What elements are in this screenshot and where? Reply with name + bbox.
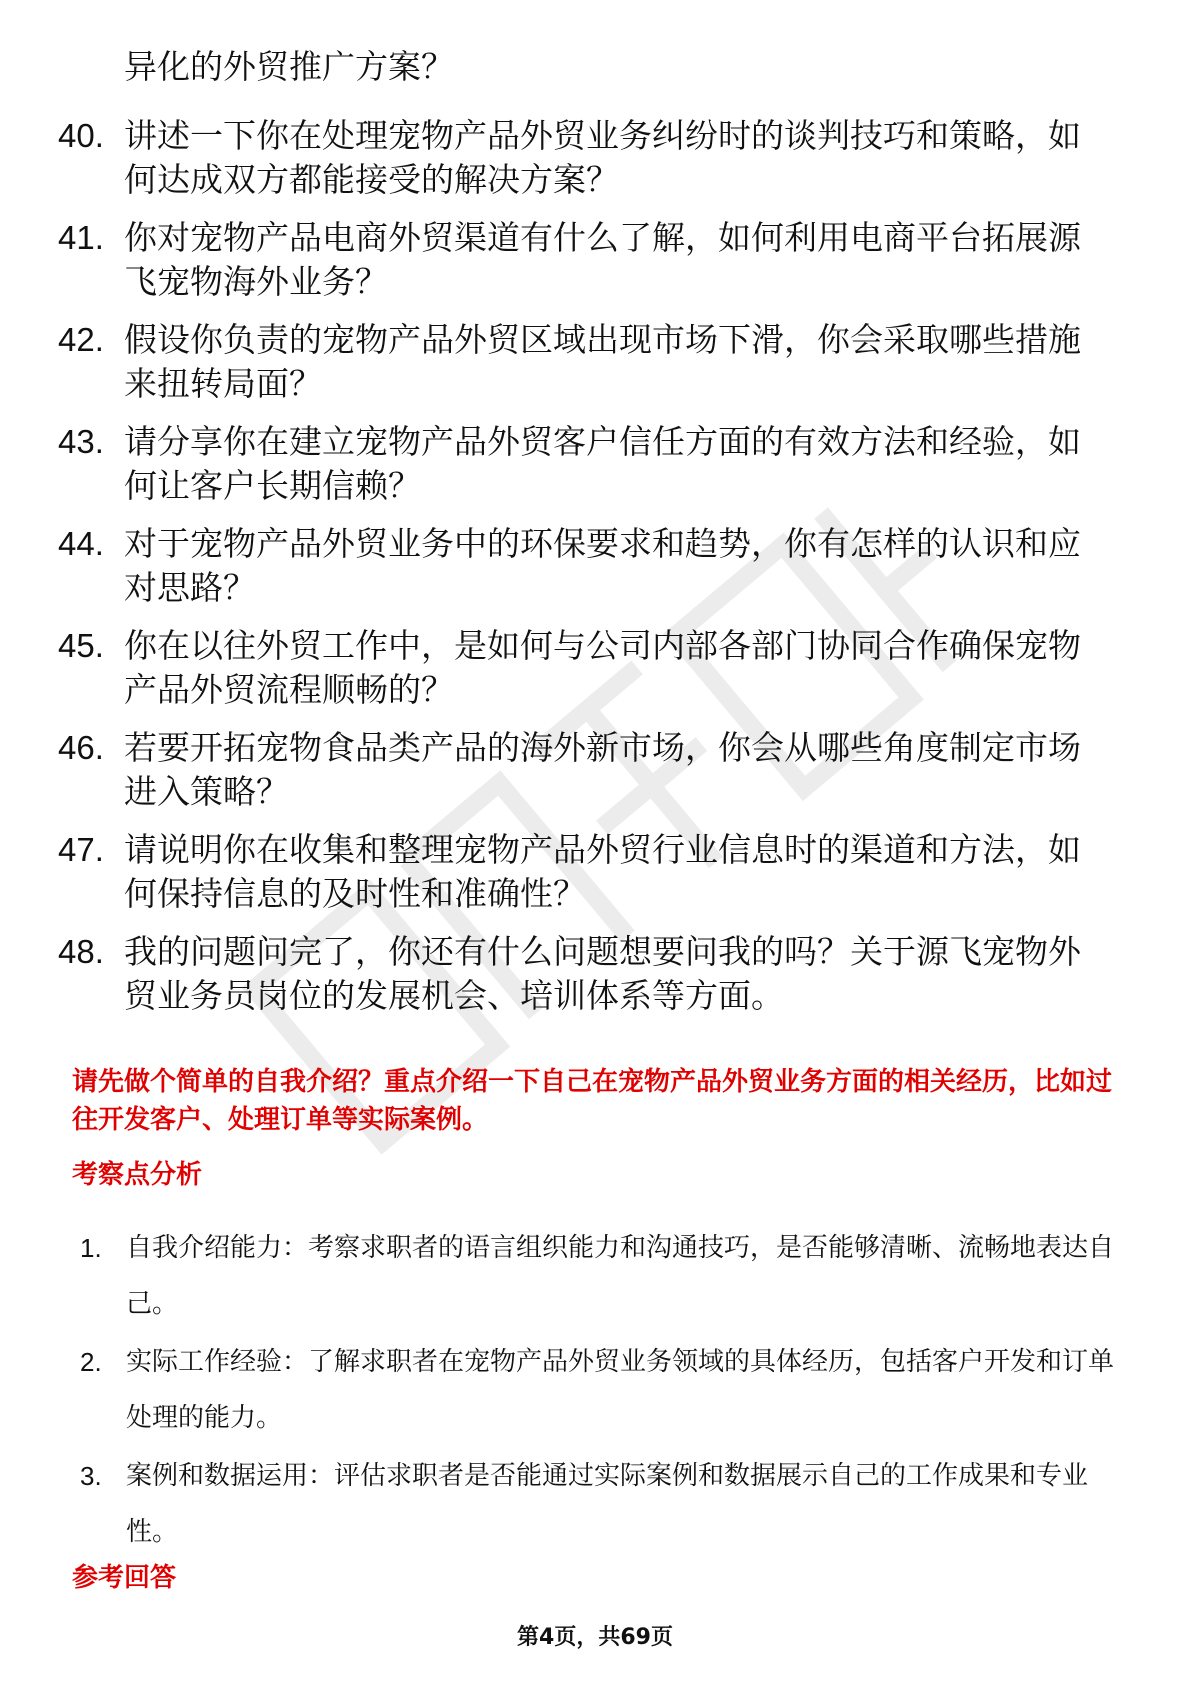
question-number: 48.	[58, 933, 104, 970]
question-item	[58, 420, 1118, 508]
question-text: 你在以往外贸工作中，是如何与公司内部各部门协同合作确保宠物产品外贸流程顺畅的？	[124, 626, 1081, 709]
highlight-question: 请先做个简单的自我介绍？重点介绍一下自己在宠物产品外贸业务方面的相关经历，比如过往开发客户、处理订单等实际案例。	[72, 1067, 1113, 1135]
question-item	[58, 930, 1118, 1018]
analysis-number: 2.	[80, 1347, 102, 1377]
question-item	[58, 318, 1118, 406]
question-text: 我的问题问完了，你还有什么问题想要问我的吗？关于源飞宠物外贸业务员岗位的发展机会、培训体系等方面。	[124, 932, 1081, 1015]
question-item	[58, 726, 1118, 814]
analysis-item	[80, 1448, 1120, 1560]
question-number: 40.	[58, 117, 104, 154]
question-item	[58, 216, 1118, 304]
analysis-title: 考察点分析	[72, 1160, 203, 1190]
analysis-item	[80, 1220, 1120, 1332]
analysis-item	[80, 1334, 1120, 1446]
question-text: 假设你负责的宠物产品外贸区域出现市场下滑，你会采取哪些措施来扭转局面？	[124, 320, 1081, 403]
analysis-number: 3.	[80, 1461, 102, 1491]
analysis-list	[80, 1220, 1120, 1562]
analysis-text: 案例和数据运用：评估求职者是否能通过实际案例和数据展示自己的工作成果和专业性。	[126, 1461, 1089, 1547]
analysis-text: 自我介绍能力：考察求职者的语言组织能力和沟通技巧，是否能够清晰、流畅地表达自己。	[126, 1233, 1115, 1319]
question-text: 请说明你在收集和整理宠物产品外贸行业信息时的渠道和方法，如何保持信息的及时性和准确性？	[124, 830, 1081, 913]
question-item	[58, 522, 1118, 610]
question-continuation: 异化的外贸推广方案？	[124, 47, 454, 86]
question-number: 43.	[58, 423, 104, 460]
question-item	[58, 828, 1118, 916]
question-text: 请分享你在建立宠物产品外贸客户信任方面的有效方法和经验，如何让客户长期信赖？	[124, 422, 1081, 505]
question-number: 44.	[58, 525, 104, 562]
question-number: 46.	[58, 729, 104, 766]
reference-title: 参考回答	[72, 1563, 177, 1593]
question-item	[58, 114, 1118, 202]
question-text: 若要开拓宠物食品类产品的海外新市场，你会从哪些角度制定市场进入策略？	[124, 728, 1081, 811]
question-text: 讲述一下你在处理宠物产品外贸业务纠纷时的谈判技巧和策略，如何达成双方都能接受的解决方案？	[124, 116, 1081, 199]
question-list	[58, 44, 1118, 1032]
question-number: 45.	[58, 627, 104, 664]
question-number: 42.	[58, 321, 104, 358]
question-text: 对于宠物产品外贸业务中的环保要求和趋势，你有怎样的认识和应对思路？	[124, 524, 1081, 607]
question-item	[58, 624, 1118, 712]
question-number: 47.	[58, 831, 104, 868]
analysis-number: 1.	[80, 1233, 102, 1263]
page-number: 第4页，共69页	[517, 1625, 673, 1650]
analysis-text: 实际工作经验：了解求职者在宠物产品外贸业务领域的具体经历，包括客户开发和订单处理的能力。	[126, 1347, 1115, 1433]
question-number: 41.	[58, 219, 104, 256]
question-text: 你对宠物产品电商外贸渠道有什么了解，如何利用电商平台拓展源飞宠物海外业务？	[124, 218, 1081, 301]
